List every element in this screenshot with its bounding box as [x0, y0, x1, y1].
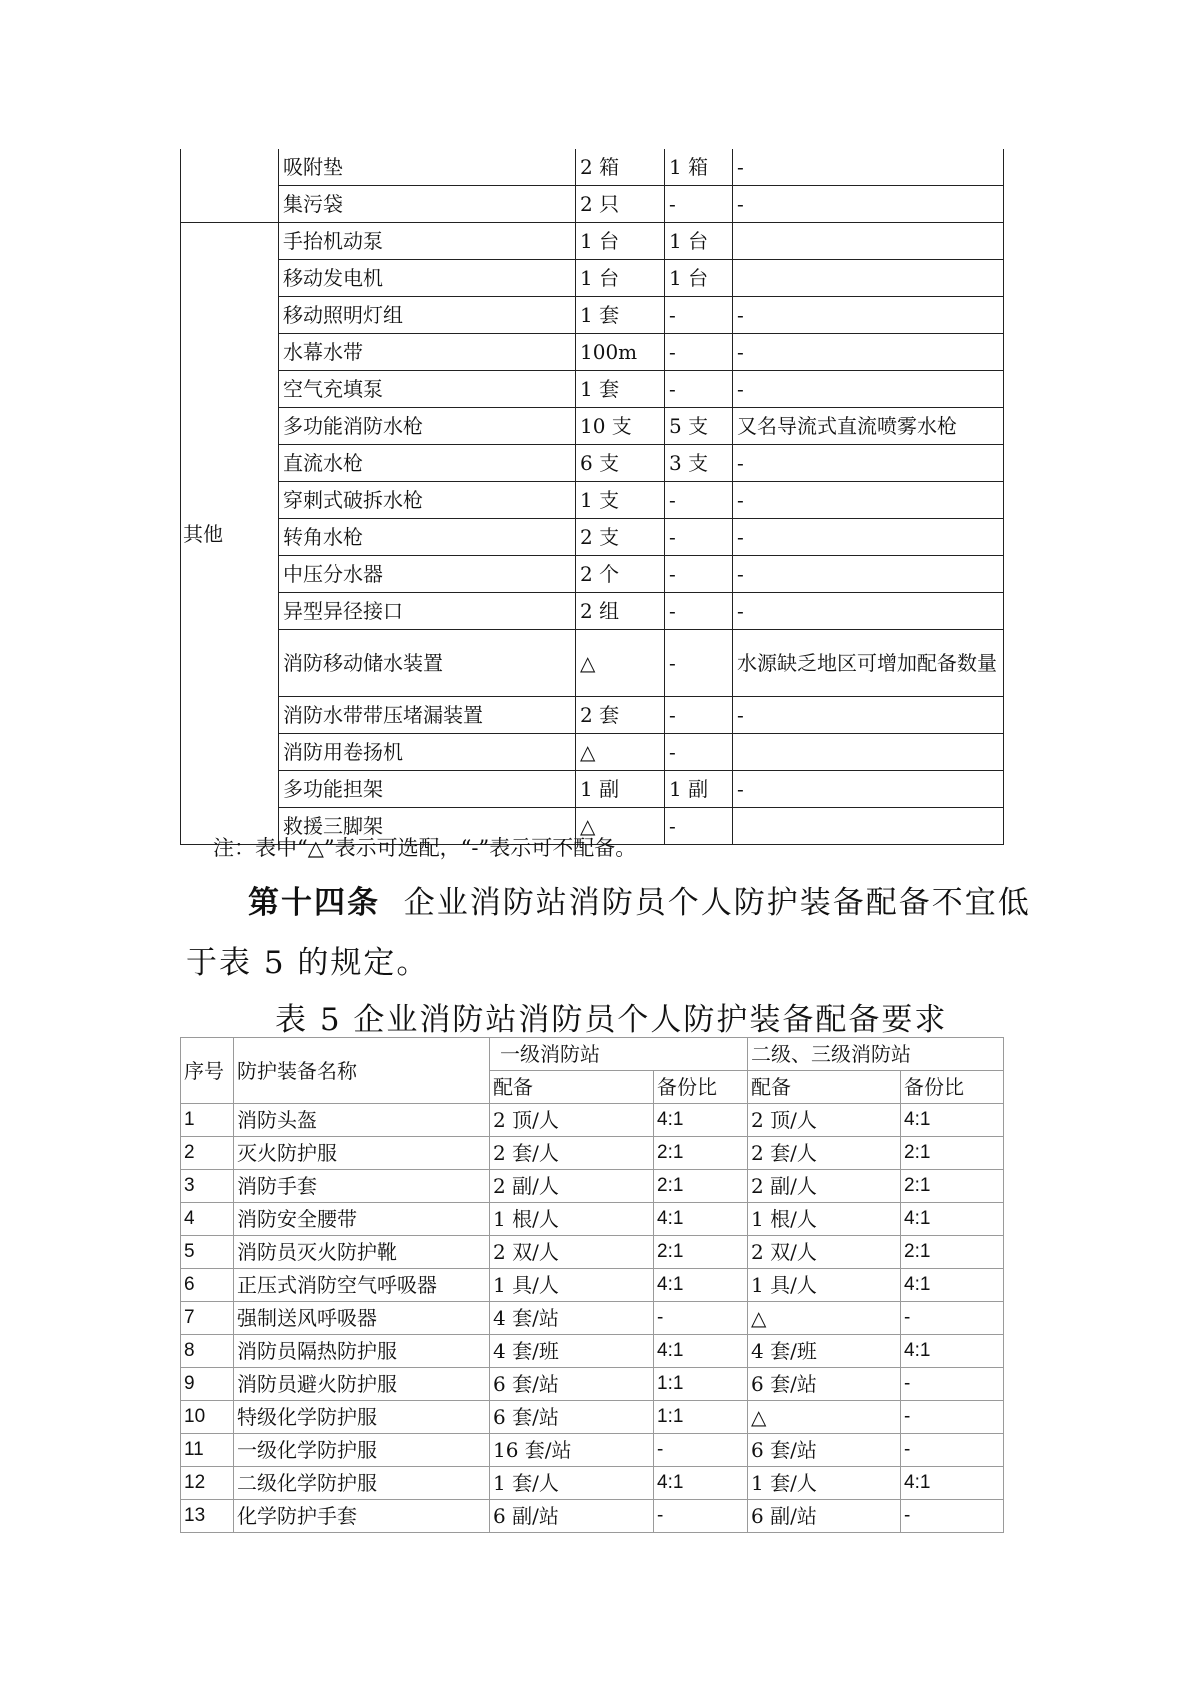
item-name: 消防水带带压堵漏装置 [279, 697, 576, 734]
quantity-2: - [665, 697, 733, 734]
quantity-2: - [665, 334, 733, 371]
table-row [181, 297, 1004, 334]
table-row [181, 260, 1004, 297]
header-group-level23: 二级、三级消防站 [748, 1038, 1004, 1071]
level1-ratio: 4:1 [654, 1335, 748, 1368]
level23-equip: 1 具/人 [748, 1269, 901, 1302]
equipment-name: 消防安全腰带 [234, 1203, 490, 1236]
level23-equip: 1 根/人 [748, 1203, 901, 1236]
equipment-name: 强制送风呼吸器 [234, 1302, 490, 1335]
table-row [181, 1269, 1004, 1302]
equipment-name: 消防员隔热防护服 [234, 1335, 490, 1368]
table-row [181, 593, 1004, 630]
level23-equip: 2 顶/人 [748, 1104, 901, 1137]
level23-ratio: - [901, 1401, 1004, 1434]
row-number: 2 [181, 1137, 234, 1170]
level1-ratio: 4:1 [654, 1269, 748, 1302]
level23-ratio: 4:1 [901, 1335, 1004, 1368]
row-number: 9 [181, 1368, 234, 1401]
quantity-2: 1 副 [665, 771, 733, 808]
level23-ratio: 4:1 [901, 1467, 1004, 1500]
item-remark: 水源缺乏地区可增加配备数量 [733, 630, 1004, 697]
level1-equip: 6 套/站 [490, 1368, 654, 1401]
quantity-2: - [665, 630, 733, 697]
level1-equip: 6 副/站 [490, 1500, 654, 1533]
row-number: 6 [181, 1269, 234, 1302]
quantity-2: - [665, 186, 733, 223]
table-row [181, 1500, 1004, 1533]
level23-equip: 2 双/人 [748, 1236, 901, 1269]
quantity-2: 3 支 [665, 445, 733, 482]
item-name: 转角水枪 [279, 519, 576, 556]
level1-ratio: 2:1 [654, 1236, 748, 1269]
table-row [181, 1302, 1004, 1335]
quantity-1: 2 组 [576, 593, 665, 630]
item-remark: - [733, 697, 1004, 734]
item-remark: - [733, 334, 1004, 371]
row-number: 8 [181, 1335, 234, 1368]
row-number: 10 [181, 1401, 234, 1434]
table-row [181, 445, 1004, 482]
level23-ratio: - [901, 1500, 1004, 1533]
level1-equip: 16 套/站 [490, 1434, 654, 1467]
level23-equip: △ [748, 1302, 901, 1335]
quantity-1: △ [576, 630, 665, 697]
quantity-2: - [665, 808, 733, 845]
equipment-table-continued [180, 149, 1004, 845]
item-name: 手抬机动泵 [279, 223, 576, 260]
article-14-line2: 于表 5 的规定。 [186, 945, 430, 981]
level1-equip: 1 套/人 [490, 1467, 654, 1500]
category-cell-prev [181, 149, 279, 223]
article-14-line1 [248, 877, 1031, 922]
article-number: 第十四条 [248, 885, 380, 921]
equipment-name: 灭火防护服 [234, 1137, 490, 1170]
quantity-1: △ [576, 734, 665, 771]
equipment-name: 化学防护手套 [234, 1500, 490, 1533]
item-name: 吸附垫 [279, 149, 576, 186]
item-name: 消防用卷扬机 [279, 734, 576, 771]
quantity-2: - [665, 556, 733, 593]
table-row [181, 771, 1004, 808]
item-remark: - [733, 371, 1004, 408]
table5-title: 表 5 企业消防站消防员个人防护装备配备要求 [275, 1002, 948, 1038]
table-row [181, 1236, 1004, 1269]
level23-ratio: 4:1 [901, 1203, 1004, 1236]
quantity-1: 1 台 [576, 223, 665, 260]
row-number: 7 [181, 1302, 234, 1335]
table5-body [181, 1104, 1004, 1533]
level1-equip: 2 顶/人 [490, 1104, 654, 1137]
level23-ratio: 4:1 [901, 1269, 1004, 1302]
quantity-1: △ [576, 808, 665, 845]
table-row [181, 1434, 1004, 1467]
equipment-name: 正压式消防空气呼吸器 [234, 1269, 490, 1302]
header-group-level1: 一级消防站 [490, 1038, 748, 1071]
item-remark [733, 223, 1004, 260]
table-row [181, 186, 1004, 223]
item-remark: - [733, 149, 1004, 186]
level23-equip: 2 套/人 [748, 1137, 901, 1170]
level1-ratio: 2:1 [654, 1137, 748, 1170]
item-remark: - [733, 771, 1004, 808]
item-remark: - [733, 186, 1004, 223]
quantity-1: 1 套 [576, 297, 665, 334]
level23-equip: 6 副/站 [748, 1500, 901, 1533]
table-row [181, 519, 1004, 556]
level1-equip: 4 套/站 [490, 1302, 654, 1335]
item-remark [733, 734, 1004, 771]
level1-ratio: 4:1 [654, 1104, 748, 1137]
item-name: 空气充填泵 [279, 371, 576, 408]
level1-ratio: - [654, 1500, 748, 1533]
item-name: 多功能担架 [279, 771, 576, 808]
quantity-1: 1 套 [576, 371, 665, 408]
category-cell-other: 其他 [181, 223, 279, 845]
quantity-2: 1 箱 [665, 149, 733, 186]
item-name: 消防移动储水装置 [279, 630, 576, 697]
row-number: 12 [181, 1467, 234, 1500]
item-remark [733, 260, 1004, 297]
table-row [181, 630, 1004, 697]
article-text-line1: 企业消防站消防员个人防护装备配备不宜低 [403, 885, 1031, 921]
quantity-1: 2 个 [576, 556, 665, 593]
quantity-2: - [665, 371, 733, 408]
item-name: 穿刺式破拆水枪 [279, 482, 576, 519]
level23-ratio: 2:1 [901, 1236, 1004, 1269]
level23-ratio: - [901, 1434, 1004, 1467]
quantity-1: 1 台 [576, 260, 665, 297]
table-note: 注：表中“△”表示可选配，“-”表示可不配备。 [213, 836, 637, 860]
quantity-1: 1 支 [576, 482, 665, 519]
table-row [181, 1368, 1004, 1401]
ppe-requirements-table [180, 1037, 1004, 1533]
quantity-1: 10 支 [576, 408, 665, 445]
item-name: 集污袋 [279, 186, 576, 223]
level23-ratio: - [901, 1368, 1004, 1401]
item-name: 异型异径接口 [279, 593, 576, 630]
quantity-1: 2 只 [576, 186, 665, 223]
level23-ratio: - [901, 1302, 1004, 1335]
item-remark: - [733, 593, 1004, 630]
quantity-2: - [665, 482, 733, 519]
level1-equip: 2 双/人 [490, 1236, 654, 1269]
equipment-name: 消防手套 [234, 1170, 490, 1203]
item-name: 移动发电机 [279, 260, 576, 297]
equipment-name: 二级化学防护服 [234, 1467, 490, 1500]
quantity-2: 1 台 [665, 260, 733, 297]
level1-equip: 4 套/班 [490, 1335, 654, 1368]
level1-equip: 2 套/人 [490, 1137, 654, 1170]
table5-header-row-1 [181, 1038, 1004, 1071]
header-seq: 序号 [181, 1038, 234, 1104]
level1-ratio: 4:1 [654, 1203, 748, 1236]
header-equip-2: 配备 [748, 1071, 901, 1104]
level23-ratio: 4:1 [901, 1104, 1004, 1137]
equipment-name: 特级化学防护服 [234, 1401, 490, 1434]
table-row [181, 334, 1004, 371]
item-remark: - [733, 482, 1004, 519]
table-row [181, 1203, 1004, 1236]
item-remark: - [733, 556, 1004, 593]
table-row [181, 1401, 1004, 1434]
quantity-1: 2 套 [576, 697, 665, 734]
item-name: 移动照明灯组 [279, 297, 576, 334]
item-name: 多功能消防水枪 [279, 408, 576, 445]
item-remark [733, 808, 1004, 845]
header-name: 防护装备名称 [234, 1038, 490, 1104]
row-number: 11 [181, 1434, 234, 1467]
header-equip-1: 配备 [490, 1071, 654, 1104]
table-row [181, 1335, 1004, 1368]
item-name: 直流水枪 [279, 445, 576, 482]
table-row [181, 149, 1004, 186]
table-row [181, 408, 1004, 445]
level1-ratio: - [654, 1302, 748, 1335]
quantity-2: - [665, 519, 733, 556]
quantity-2: 5 支 [665, 408, 733, 445]
level23-equip: 6 套/站 [748, 1434, 901, 1467]
item-remark: 又名导流式直流喷雾水枪 [733, 408, 1004, 445]
level23-ratio: 2:1 [901, 1137, 1004, 1170]
item-remark: - [733, 297, 1004, 334]
row-number: 5 [181, 1236, 234, 1269]
level1-ratio: 4:1 [654, 1467, 748, 1500]
header-ratio-2: 备份比 [901, 1071, 1004, 1104]
equipment-table-body [181, 149, 1004, 845]
table-row [181, 734, 1004, 771]
level23-ratio: 2:1 [901, 1170, 1004, 1203]
table-row [181, 1104, 1004, 1137]
level1-equip: 6 套/站 [490, 1401, 654, 1434]
row-number: 4 [181, 1203, 234, 1236]
quantity-1: 2 支 [576, 519, 665, 556]
level1-equip: 1 具/人 [490, 1269, 654, 1302]
row-number: 13 [181, 1500, 234, 1533]
equipment-name: 一级化学防护服 [234, 1434, 490, 1467]
level23-equip: △ [748, 1401, 901, 1434]
equipment-name: 消防员灭火防护靴 [234, 1236, 490, 1269]
table-row [181, 1137, 1004, 1170]
level23-equip: 1 套/人 [748, 1467, 901, 1500]
table-row [181, 1467, 1004, 1500]
level1-ratio: 1:1 [654, 1368, 748, 1401]
equipment-name: 消防员避火防护服 [234, 1368, 490, 1401]
quantity-1: 100m [576, 334, 665, 371]
item-name: 中压分水器 [279, 556, 576, 593]
table-row [181, 697, 1004, 734]
level23-equip: 2 副/人 [748, 1170, 901, 1203]
quantity-1: 1 副 [576, 771, 665, 808]
level23-equip: 4 套/班 [748, 1335, 901, 1368]
level1-equip: 2 副/人 [490, 1170, 654, 1203]
item-name: 救援三脚架 [279, 808, 576, 845]
item-remark: - [733, 445, 1004, 482]
quantity-2: - [665, 593, 733, 630]
quantity-2: 1 台 [665, 223, 733, 260]
level1-equip: 1 根/人 [490, 1203, 654, 1236]
header-ratio-1: 备份比 [654, 1071, 748, 1104]
table-row [181, 1170, 1004, 1203]
quantity-2: - [665, 297, 733, 334]
quantity-1: 2 箱 [576, 149, 665, 186]
equipment-name: 消防头盔 [234, 1104, 490, 1137]
quantity-1: 6 支 [576, 445, 665, 482]
table-row [181, 371, 1004, 408]
level1-ratio: - [654, 1434, 748, 1467]
level1-ratio: 2:1 [654, 1170, 748, 1203]
level1-ratio: 1:1 [654, 1401, 748, 1434]
item-remark: - [733, 519, 1004, 556]
quantity-2: - [665, 734, 733, 771]
table-row [181, 482, 1004, 519]
table-row [181, 556, 1004, 593]
item-name: 水幕水带 [279, 334, 576, 371]
table-row [181, 223, 1004, 260]
level23-equip: 6 套/站 [748, 1368, 901, 1401]
row-number: 1 [181, 1104, 234, 1137]
row-number: 3 [181, 1170, 234, 1203]
